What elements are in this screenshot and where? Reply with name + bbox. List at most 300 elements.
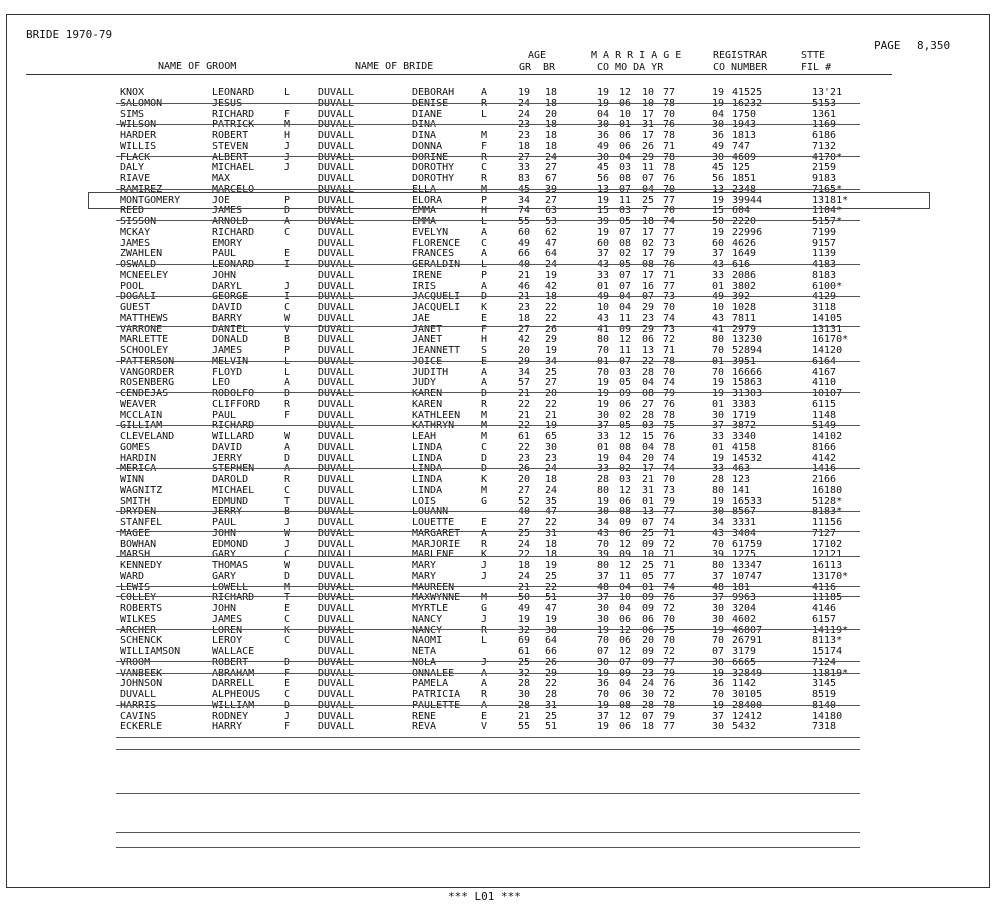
cell-marriage-year: 73: [663, 484, 676, 496]
cell-bride-last: DUVALL: [318, 205, 355, 217]
row-rule: [116, 673, 860, 674]
cell-groom-first: JAMES: [212, 345, 243, 356]
table-row: [0, 496, 1000, 507]
cell-bride-first: JAE: [412, 312, 431, 324]
cell-bride-middle: E: [481, 355, 488, 367]
cell-marriage-day: 07: [642, 710, 655, 722]
cell-marriage-year: 70: [663, 613, 676, 625]
cell-groom-first: PAUL: [212, 409, 237, 421]
cell-groom-first: ROBERT: [212, 656, 249, 668]
table-row: [0, 646, 1000, 657]
cell-marriage-month: 04: [619, 452, 632, 464]
cell-state-file: 1169: [812, 119, 837, 131]
row-rule: [116, 749, 860, 750]
table-row: [0, 87, 1000, 98]
cell-registrar-county: 30: [712, 409, 725, 421]
cell-registrar-number: 1028: [732, 302, 757, 313]
cell-age-groom: 40: [518, 259, 531, 270]
cell-groom-last: GUEST: [120, 302, 151, 313]
cell-registrar-county: 37: [712, 248, 725, 260]
cell-bride-middle: M: [481, 431, 488, 442]
cell-bride-first: MARJORIE: [412, 538, 461, 550]
cell-marriage-day: 05: [642, 570, 655, 582]
cell-groom-last: COLLEY: [120, 592, 157, 604]
cell-groom-last: OSWALD: [120, 259, 157, 270]
cell-groom-last: DUVALL: [120, 689, 157, 700]
row-rule: [116, 556, 860, 557]
row-rule: [116, 220, 860, 221]
cell-registrar-number: 8567: [732, 506, 757, 518]
cell-groom-first: GARY: [212, 570, 237, 582]
cell-marriage-day: 09: [642, 603, 655, 614]
cell-registrar-number: 4158: [732, 441, 757, 453]
header-age: AGE: [528, 50, 547, 61]
cell-marriage-county: 15: [597, 205, 610, 217]
cell-bride-last: DUVALL: [318, 570, 355, 582]
cell-age-bride: 19: [545, 420, 558, 432]
cell-marriage-county: 04: [597, 108, 610, 120]
cell-age-bride: 18: [545, 130, 558, 141]
cell-bride-last: DUVALL: [318, 269, 355, 281]
cell-bride-middle: E: [481, 710, 488, 722]
header-rule-left: [26, 74, 216, 75]
row-rule: [116, 511, 860, 512]
cell-bride-middle: V: [481, 721, 488, 733]
cell-marriage-year: 78: [663, 97, 676, 109]
cell-age-bride: 19: [545, 613, 558, 625]
cell-age-bride: 38: [545, 624, 558, 636]
cell-age-groom: 34: [518, 366, 531, 378]
table-row: [0, 302, 1000, 313]
cell-registrar-number: 2086: [732, 269, 757, 281]
cell-registrar-county: 19: [712, 226, 725, 238]
cell-state-file: 14120: [812, 345, 843, 356]
row-rule: [116, 425, 860, 426]
cell-marriage-month: 12: [619, 334, 632, 346]
cell-age-groom: 28: [518, 699, 531, 711]
cell-bride-first: MARY: [412, 570, 437, 582]
cell-marriage-month: 06: [619, 130, 632, 141]
cell-bride-first: KAREN: [412, 398, 443, 410]
cell-age-groom: 26: [518, 463, 531, 475]
cell-groom-first: EMORY: [212, 237, 243, 249]
cell-marriage-month: 04: [619, 302, 632, 313]
cell-groom-first: RICHARD: [212, 226, 255, 238]
cell-age-bride: 63: [545, 205, 558, 217]
cell-marriage-year: 78: [663, 699, 676, 711]
cell-bride-middle: A: [481, 377, 488, 389]
cell-state-file: 8519: [812, 689, 837, 700]
cell-marriage-year: 70: [663, 474, 676, 485]
cell-bride-last: DUVALL: [318, 302, 355, 313]
cell-age-groom: 83: [518, 173, 531, 184]
row-rule: [116, 264, 860, 265]
cell-registrar-number: 9963: [732, 592, 757, 604]
cell-marriage-year: 71: [663, 560, 676, 571]
row-rule: [116, 531, 860, 532]
cell-marriage-month: 02: [619, 463, 632, 475]
cell-marriage-month: 10: [619, 592, 632, 604]
cell-marriage-year: 72: [663, 646, 676, 657]
cell-groom-first: STEVEN: [212, 140, 249, 152]
cell-marriage-year: 72: [663, 334, 676, 346]
cell-marriage-year: 77: [663, 570, 676, 582]
cell-marriage-day: 10: [642, 549, 655, 561]
cell-marriage-year: 77: [663, 226, 676, 238]
cell-registrar-county: 80: [712, 484, 725, 496]
cell-age-groom: 23: [518, 302, 531, 313]
cell-marriage-county: 19: [597, 377, 610, 389]
cell-bride-first: KATHRYN: [412, 420, 455, 432]
cell-marriage-day: 30: [642, 689, 655, 700]
cell-groom-first: JAMES: [212, 613, 243, 625]
cell-registrar-number: 5432: [732, 721, 757, 733]
row-rule: [116, 326, 860, 327]
table-row: [0, 453, 1000, 464]
cell-marriage-county: 19: [597, 398, 610, 410]
cell-bride-first: PAMELA: [412, 678, 449, 690]
cell-age-groom: 21: [518, 409, 531, 421]
cell-marriage-day: 27: [642, 398, 655, 410]
cell-state-file: 1148: [812, 409, 837, 421]
cell-registrar-number: 32849: [732, 667, 763, 679]
cell-state-file: 2166: [812, 474, 837, 485]
cell-groom-last: BOWHAN: [120, 538, 157, 550]
cell-state-file: 3118: [812, 302, 837, 313]
cell-marriage-day: 04: [642, 441, 655, 453]
header-groom: NAME OF GROOM: [158, 61, 237, 72]
cell-registrar-number: 16232: [732, 97, 763, 109]
cell-groom-last: JAMES: [120, 237, 151, 249]
table-row: [0, 238, 1000, 249]
row-rule: [116, 189, 860, 190]
cell-marriage-month: 09: [619, 388, 632, 399]
cell-marriage-month: 12: [619, 538, 632, 550]
table-row: [0, 141, 1000, 152]
cell-registrar-number: 3204: [732, 603, 757, 614]
cell-groom-middle: E: [284, 603, 291, 614]
cell-marriage-month: 09: [619, 323, 632, 335]
cell-bride-last: DUVALL: [318, 377, 355, 389]
cell-bride-last: DUVALL: [318, 549, 355, 561]
cell-marriage-day: 17: [642, 463, 655, 475]
row-rule: [116, 586, 860, 587]
cell-registrar-number: 31303: [732, 388, 763, 399]
cell-groom-middle: D: [284, 570, 291, 582]
cell-registrar-number: 30105: [732, 689, 763, 700]
cell-registrar-county: 19: [712, 667, 725, 679]
cell-marriage-month: 03: [619, 205, 632, 217]
cell-groom-first: DAVID: [212, 441, 243, 453]
cell-groom-first: WILLIAM: [212, 699, 255, 711]
cell-state-file: 8183*: [812, 506, 843, 518]
cell-state-file: 9157: [812, 237, 837, 249]
row-rule: [116, 737, 860, 738]
cell-registrar-number: 7811: [732, 312, 757, 324]
cell-groom-last: MATTHEWS: [120, 312, 169, 324]
cell-marriage-year: 78: [663, 130, 676, 141]
cell-marriage-year: 78: [663, 441, 676, 453]
cell-bride-middle: F: [481, 140, 488, 152]
cell-marriage-county: 19: [597, 87, 610, 98]
cell-age-groom: 21: [518, 581, 531, 593]
cell-registrar-number: 12412: [732, 710, 763, 722]
cell-marriage-county: 70: [597, 366, 610, 378]
cell-bride-middle: F: [481, 323, 488, 335]
cell-age-groom: 46: [518, 280, 531, 292]
cell-bride-first: DINA: [412, 119, 437, 131]
cell-groom-first: DARRELL: [212, 678, 255, 690]
cell-marriage-month: 07: [619, 269, 632, 281]
table-row: [0, 517, 1000, 528]
cell-state-file: 13'21: [812, 87, 843, 98]
cell-registrar-number: 13347: [732, 560, 763, 571]
cell-marriage-day: 09: [642, 592, 655, 604]
cell-age-bride: 27: [545, 162, 558, 174]
cell-state-file: 5157*: [812, 216, 843, 227]
cell-state-file: 14180: [812, 710, 843, 722]
cell-bride-first: LINDA: [412, 441, 443, 453]
cell-bride-middle: L: [481, 635, 488, 647]
cell-state-file: 3145: [812, 678, 837, 690]
cell-marriage-county: 01: [597, 441, 610, 453]
cell-bride-last: DUVALL: [318, 527, 355, 539]
cell-groom-middle: A: [284, 216, 291, 227]
cell-age-groom: 18: [518, 140, 531, 152]
cell-groom-last: WILKES: [120, 613, 157, 625]
cell-marriage-month: 06: [619, 689, 632, 700]
cell-marriage-day: 08: [642, 388, 655, 399]
cell-registrar-county: 34: [712, 517, 725, 528]
cell-groom-last: HARDER: [120, 130, 157, 141]
cell-groom-last: SIMS: [120, 108, 145, 120]
cell-marriage-month: 06: [619, 495, 632, 507]
cell-bride-last: DUVALL: [318, 721, 355, 733]
cell-bride-first: MARLENE: [412, 549, 455, 561]
cell-groom-first: FLOYD: [212, 366, 243, 378]
cell-marriage-month: 11: [619, 345, 632, 356]
highlighted-row-box: [88, 192, 930, 209]
cell-marriage-day: 07: [642, 291, 655, 303]
cell-marriage-day: 06: [642, 624, 655, 636]
cell-groom-middle: D: [284, 656, 291, 668]
cell-bride-middle: A: [481, 248, 488, 260]
cell-age-groom: 61: [518, 646, 531, 657]
cell-bride-middle: R: [481, 173, 488, 184]
cell-marriage-month: 09: [619, 667, 632, 679]
cell-marriage-day: 04: [642, 183, 655, 195]
cell-registrar-number: 3872: [732, 420, 757, 432]
cell-marriage-month: 07: [619, 656, 632, 668]
cell-marriage-year: 78: [663, 151, 676, 163]
cell-bride-last: DUVALL: [318, 216, 355, 227]
cell-bride-middle: M: [481, 484, 488, 496]
cell-registrar-county: 37: [712, 710, 725, 722]
cell-registrar-county: 19: [712, 699, 725, 711]
row-rule: [116, 832, 860, 833]
cell-marriage-month: 06: [619, 613, 632, 625]
cell-registrar-number: 616: [732, 259, 751, 270]
cell-registrar-county: 33: [712, 431, 725, 442]
cell-registrar-number: 1750: [732, 108, 757, 120]
cell-bride-middle: G: [481, 603, 488, 614]
cell-marriage-county: 33: [597, 431, 610, 442]
cell-bride-last: DUVALL: [318, 259, 355, 270]
cell-registrar-county: 33: [712, 269, 725, 281]
cell-registrar-number: 10747: [732, 570, 763, 582]
cell-marriage-county: 43: [597, 312, 610, 324]
cell-age-groom: 23: [518, 130, 531, 141]
cell-marriage-year: 73: [663, 291, 676, 303]
cell-groom-first: LEO: [212, 377, 231, 389]
cell-registrar-number: 4602: [732, 613, 757, 625]
cell-registrar-number: 22996: [732, 226, 763, 238]
cell-state-file: 16113: [812, 560, 843, 571]
cell-registrar-number: 46807: [732, 624, 763, 636]
cell-groom-last: MONTGOMERY: [120, 194, 181, 206]
cell-age-groom: 18: [518, 560, 531, 571]
cell-bride-middle: R: [481, 689, 488, 700]
cell-age-groom: 24: [518, 108, 531, 120]
cell-state-file: 4170*: [812, 151, 843, 163]
cell-groom-first: STEPHEN: [212, 463, 255, 475]
cell-bride-last: DUVALL: [318, 646, 355, 657]
cell-groom-middle: C: [284, 635, 291, 647]
cell-marriage-day: 09: [642, 538, 655, 550]
table-row: [0, 614, 1000, 625]
cell-state-file: 15174: [812, 646, 843, 657]
cell-state-file: 4142: [812, 452, 837, 464]
cell-bride-first: EMMA: [412, 205, 437, 217]
cell-marriage-county: 01: [597, 355, 610, 367]
cell-groom-middle: L: [284, 87, 291, 98]
cell-groom-middle: J: [284, 280, 291, 292]
cell-marriage-year: 74: [663, 216, 676, 227]
cell-registrar-county: 37: [712, 592, 725, 604]
cell-groom-first: PATRICK: [212, 119, 255, 131]
cell-marriage-day: 31: [642, 119, 655, 131]
cell-registrar-number: 141: [732, 484, 751, 496]
cell-state-file: 6100*: [812, 280, 843, 292]
header-age-bride: BR: [543, 62, 556, 73]
cell-registrar-number: 1275: [732, 549, 757, 561]
cell-marriage-year: 71: [663, 140, 676, 152]
cell-marriage-county: 70: [597, 635, 610, 647]
table-row: [0, 721, 1000, 732]
cell-groom-last: VANGORDER: [120, 366, 175, 378]
cell-bride-first: JACQUELI: [412, 291, 461, 303]
cell-registrar-number: 181: [732, 581, 751, 593]
cell-marriage-county: 19: [597, 495, 610, 507]
cell-groom-middle: D: [284, 452, 291, 464]
cell-registrar-number: 3802: [732, 280, 757, 292]
cell-registrar-number: 3340: [732, 431, 757, 442]
cell-marriage-year: 74: [663, 581, 676, 593]
cell-groom-middle: W: [284, 431, 291, 442]
cell-bride-first: LOUETTE: [412, 517, 455, 528]
cell-state-file: 1361: [812, 108, 837, 120]
header-registrar-sub: CO NUMBER: [713, 62, 768, 73]
cell-groom-first: ALBERT: [212, 151, 249, 163]
row-rule: [116, 392, 860, 393]
cell-registrar-county: 56: [712, 173, 725, 184]
table-row: [0, 474, 1000, 485]
cell-marriage-county: 07: [597, 646, 610, 657]
cell-marriage-month: 12: [619, 484, 632, 496]
cell-bride-last: DUVALL: [318, 635, 355, 647]
cell-bride-last: DUVALL: [318, 194, 355, 206]
table-row: [0, 689, 1000, 700]
cell-age-bride: 47: [545, 506, 558, 518]
cell-groom-last: MCCLAIN: [120, 409, 163, 421]
cell-age-groom: 24: [518, 570, 531, 582]
cell-bride-last: DUVALL: [318, 334, 355, 346]
cell-bride-middle: R: [481, 398, 488, 410]
cell-marriage-year: 76: [663, 431, 676, 442]
table-row: [0, 560, 1000, 571]
cell-groom-middle: I: [284, 291, 291, 303]
cell-age-bride: 25: [545, 710, 558, 722]
cell-groom-first: JOHN: [212, 527, 237, 539]
cell-groom-middle: A: [284, 377, 291, 389]
table-row: [0, 592, 1000, 603]
cell-marriage-county: 01: [597, 280, 610, 292]
cell-groom-first: LEROY: [212, 635, 243, 647]
cell-age-bride: 34: [545, 355, 558, 367]
cell-groom-middle: I: [284, 259, 291, 270]
cell-registrar-number: 16533: [732, 495, 763, 507]
cell-registrar-number: 3331: [732, 517, 757, 528]
cell-state-file: 4167: [812, 366, 837, 378]
row-rule: [116, 124, 860, 125]
page-label: PAGE: [874, 39, 901, 52]
cell-age-groom: 69: [518, 635, 531, 647]
cell-groom-middle: E: [284, 248, 291, 260]
cell-age-groom: 52: [518, 495, 531, 507]
cell-state-file: 4146: [812, 603, 837, 614]
cell-marriage-day: 29: [642, 302, 655, 313]
table-row: [0, 270, 1000, 281]
cell-marriage-month: 12: [619, 646, 632, 657]
cell-registrar-county: 37: [712, 420, 725, 432]
cell-bride-first: DOROTHY: [412, 162, 455, 174]
cell-marriage-county: 33: [597, 463, 610, 475]
cell-bride-middle: C: [481, 162, 488, 174]
cell-groom-middle: D: [284, 699, 291, 711]
cell-bride-last: DUVALL: [318, 656, 355, 668]
cell-registrar-county: 01: [712, 280, 725, 292]
cell-marriage-month: 07: [619, 280, 632, 292]
cell-registrar-county: 30: [712, 721, 725, 733]
cell-age-bride: 25: [545, 570, 558, 582]
cell-bride-first: DEBORAH: [412, 87, 455, 98]
cell-bride-first: LOUANN: [412, 506, 449, 518]
cell-groom-last: ARCHER: [120, 624, 157, 636]
cell-bride-last: DUVALL: [318, 388, 355, 399]
cell-registrar-number: 1719: [732, 409, 757, 421]
cell-bride-last: DUVALL: [318, 463, 355, 475]
cell-marriage-month: 06: [619, 97, 632, 109]
cell-groom-last: MCNEELEY: [120, 269, 169, 281]
cell-bride-first: LINDA: [412, 463, 443, 475]
cell-bride-first: DORINE: [412, 151, 449, 163]
cell-marriage-month: 03: [619, 162, 632, 174]
cell-bride-last: DUVALL: [318, 441, 355, 453]
cell-bride-middle: A: [481, 699, 488, 711]
cell-marriage-month: 04: [619, 151, 632, 163]
cell-age-bride: 18: [545, 291, 558, 303]
cell-registrar-number: 125: [732, 162, 751, 174]
